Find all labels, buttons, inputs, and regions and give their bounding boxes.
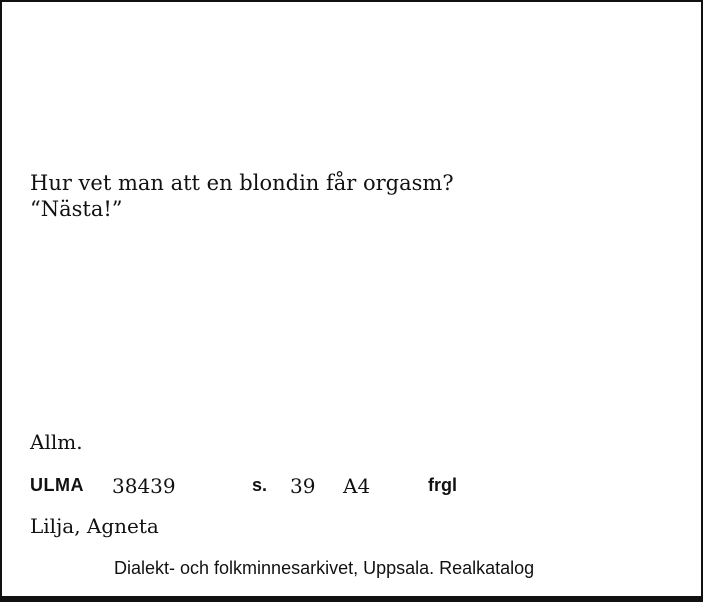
joke-question: Hur vet man att en blondin får orgasm? — [30, 171, 454, 195]
archive-footer: Dialekt- och folkminnesarkivet, Uppsala. Realkatalog — [114, 558, 535, 578]
archive-number: 38439 — [112, 474, 176, 498]
genre-code: frgl — [428, 475, 457, 495]
catalog-meta-row — [30, 475, 680, 501]
joke-answer: “Nästa!” — [30, 197, 123, 221]
page-number: 39 — [290, 474, 316, 498]
category-label: Allm. — [30, 430, 83, 454]
informant-name: Lilja, Agneta — [30, 514, 159, 538]
archive-code: ULMA — [30, 475, 84, 495]
page-label: s. — [252, 475, 268, 495]
sheet-size: A4 — [343, 474, 371, 498]
